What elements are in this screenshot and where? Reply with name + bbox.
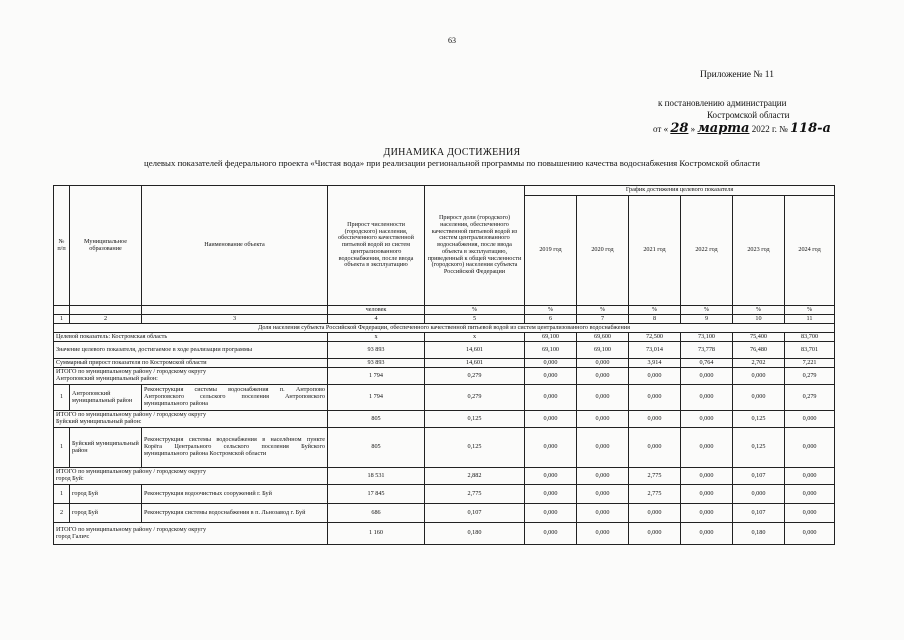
group-value: 0,000 [785,411,835,428]
target-value: 75,400 [733,333,785,342]
table-row [54,504,835,523]
col-number: 7 [577,315,629,324]
item-value: 0,000 [629,385,681,411]
handwritten-month: марта [697,121,750,136]
unit-year: % [629,306,681,315]
header-year: 2021 год [629,196,681,306]
group-total-label: ИТОГО по муниципальному району / городскому округу Антроповский муниципальный район: [54,368,328,385]
group-value: 0,000 [629,411,681,428]
group-value: 0,000 [681,468,733,485]
handwritten-number: 118-а [790,121,831,136]
col-number: 11 [785,315,835,324]
item-municipality: Антроповский муниципальный район [70,385,142,411]
group-value: 0,000 [525,468,577,485]
group-value: 0,000 [577,411,629,428]
header-share: Прирост доли (городского) населения, обеспеченного качественной питьевой водой из систем централизованного водоснабжения, после ввода объекта в эксплуатацию, приведенный к общей численности (городского) населения субъекта Российской Федерации [425,186,525,306]
achieved-value: 69,100 [525,342,577,359]
item-object: Реконструкция системы водоснабжения в населённом пункте Корёга Центрального сельского поселения Буйского муниципального района Костромской области [142,428,328,468]
unit-year: % [733,306,785,315]
item-value: 0,000 [733,385,785,411]
group-growth: 805 [328,411,425,428]
sum-value: 0,764 [681,359,733,368]
date-prefix: от « [653,124,669,134]
group-value: 0,000 [525,368,577,385]
item-value: 0,000 [733,485,785,504]
target-share: x [425,333,525,342]
item-share: 0,107 [425,504,525,523]
header-growth: Прирост численности (городского) населения, обеспеченного качественной питьевой водой из систем централизованного водоснабжения, после ввода объекта в эксплуатацию [328,186,425,306]
sum-share: 14,601 [425,359,525,368]
group-total-label: ИТОГО по муниципальному району / городскому округу Буйский муниципальный район: [54,411,328,428]
group-value: 2,775 [629,468,681,485]
item-value: 0,000 [629,504,681,523]
group-value: 0,000 [785,523,835,545]
item-value: 0,000 [681,428,733,468]
item-num: 1 [54,385,70,411]
target-value: 83,700 [785,333,835,342]
col-number: 9 [681,315,733,324]
unit-year: % [525,306,577,315]
group-value: 0,000 [577,523,629,545]
item-share: 0,125 [425,428,525,468]
group-value: 0,000 [733,368,785,385]
target-value: 69,600 [577,333,629,342]
sum-growth: 93 893 [328,359,425,368]
col-number: 8 [629,315,681,324]
item-growth: 686 [328,504,425,523]
achieved-growth: 93 893 [328,342,425,359]
group-value: 0,000 [785,468,835,485]
group-share: 2,882 [425,468,525,485]
item-value: 0,000 [785,428,835,468]
header-year: 2024 год [785,196,835,306]
item-value: 0,000 [681,504,733,523]
achieved-row-label: Значение целевого показателя, достигаемое в ходе реализации программы [54,342,328,359]
item-growth: 17 845 [328,485,425,504]
col-number: 5 [425,315,525,324]
item-value: 0,107 [733,504,785,523]
header-municipality: Муниципальное образование [70,186,142,306]
achieved-value: 76,480 [733,342,785,359]
group-total-label: ИТОГО по муниципальному району / городскому округу город Буй: [54,468,328,485]
item-value: 0,000 [525,504,577,523]
unit-year: % [577,306,629,315]
achieved-value: 73,014 [629,342,681,359]
target-value: 73,100 [681,333,733,342]
date-mid: » [690,124,696,134]
sum-value: 7,221 [785,359,835,368]
group-value: 0,125 [733,411,785,428]
col-number: 1 [54,315,70,324]
handwritten-day: 28 [670,121,689,136]
date-year: 2022 г. № [751,124,788,134]
document-subtitle: целевых показателей федерального проекта «Чистая вода» при реализации региональной программы по повышению качества водоснабжения Костромской области [144,158,760,168]
item-value: 0,000 [785,485,835,504]
document-title: ДИНАМИКА ДОСТИЖЕНИЯ [383,147,521,158]
item-object: Реконструкция водоочистных сооружений г. Буй [142,485,328,504]
group-value: 0,107 [733,468,785,485]
group-growth: 1 794 [328,368,425,385]
group-share: 0,125 [425,411,525,428]
group-value: 0,000 [681,523,733,545]
appendix-label: Приложение № 11 [700,70,774,80]
target-value: 72,500 [629,333,681,342]
achieved-value: 83,701 [785,342,835,359]
achieved-share: 14,601 [425,342,525,359]
group-value: 0,000 [577,368,629,385]
achieved-value: 73,778 [681,342,733,359]
unit-year: % [681,306,733,315]
item-num: 1 [54,428,70,468]
sum-value: 0,000 [577,359,629,368]
unit-year: % [785,306,835,315]
col-number: 4 [328,315,425,324]
item-object: Реконструкция системы водоснабжения в п. Льнозавод г. Буй [142,504,328,523]
item-value: 0,000 [629,428,681,468]
section-title: Доля населения субъекта Российской Федерации, обеспеченного качественной питьевой водой из систем централизованного водоснабжения [54,324,835,333]
header-year: 2019 год [525,196,577,306]
item-municipality: Буйский муниципальный район [70,428,142,468]
resolution-line-1: к постановлению администрации [658,98,787,108]
group-value: 0,000 [681,368,733,385]
item-value: 0,000 [577,428,629,468]
resolution-date [653,121,831,136]
item-value: 0,125 [733,428,785,468]
item-value: 0,000 [525,428,577,468]
group-value: 0,000 [525,411,577,428]
unit-share: % [425,306,525,315]
item-object: Реконструкция системы водоснабжения п. Антропово Антроповского сельского поселения Антроповского муниципального района [142,385,328,411]
achievement-table [53,185,835,545]
group-share: 0,180 [425,523,525,545]
group-value: 0,000 [629,368,681,385]
group-share: 0,279 [425,368,525,385]
item-share: 2,775 [425,485,525,504]
group-value: 0,279 [785,368,835,385]
group-value: 0,000 [577,468,629,485]
col-number: 3 [142,315,328,324]
item-municipality: город Буй [70,485,142,504]
table-row [54,428,835,468]
sum-value: 2,702 [733,359,785,368]
item-share: 0,279 [425,385,525,411]
header-num: № п/п [54,186,70,306]
item-value: 0,279 [785,385,835,411]
group-growth: 18 531 [328,468,425,485]
header-year: 2023 год [733,196,785,306]
table-row [54,385,835,411]
target-growth: x [328,333,425,342]
resolution-line-2: Костромской области [707,110,790,120]
group-value: 0,000 [629,523,681,545]
sum-value: 0,000 [525,359,577,368]
item-growth: 805 [328,428,425,468]
col-number: 6 [525,315,577,324]
item-num: 2 [54,504,70,523]
item-num: 1 [54,485,70,504]
item-value: 0,000 [785,504,835,523]
header-object: Наименование объекта [142,186,328,306]
header-year: 2022 год [681,196,733,306]
page-number: 63 [448,36,456,45]
group-value: 0,000 [525,523,577,545]
sum-value: 3,914 [629,359,681,368]
item-value: 0,000 [577,504,629,523]
unit-growth: человек [328,306,425,315]
item-growth: 1 794 [328,385,425,411]
group-value: 0,180 [733,523,785,545]
item-value: 0,000 [525,485,577,504]
item-value: 0,000 [681,485,733,504]
item-municipality: город Буй [70,504,142,523]
group-value: 0,000 [681,411,733,428]
target-value: 69,100 [525,333,577,342]
group-growth: 1 160 [328,523,425,545]
achieved-value: 69,100 [577,342,629,359]
header-year: 2020 год [577,196,629,306]
target-row-label: Целевой показатель: Костромская область [54,333,328,342]
item-value: 0,000 [681,385,733,411]
table-row [54,485,835,504]
item-value: 0,000 [577,485,629,504]
item-value: 0,000 [525,385,577,411]
group-total-label: ИТОГО по муниципальному району / городскому округу город Галич: [54,523,328,545]
header-schedule: График достижения целевого показателя [525,186,835,196]
item-value: 2,775 [629,485,681,504]
sum-row-label: Суммарный прирост показателя по Костромской области [54,359,328,368]
col-number: 2 [70,315,142,324]
item-value: 0,000 [577,385,629,411]
col-number: 10 [733,315,785,324]
